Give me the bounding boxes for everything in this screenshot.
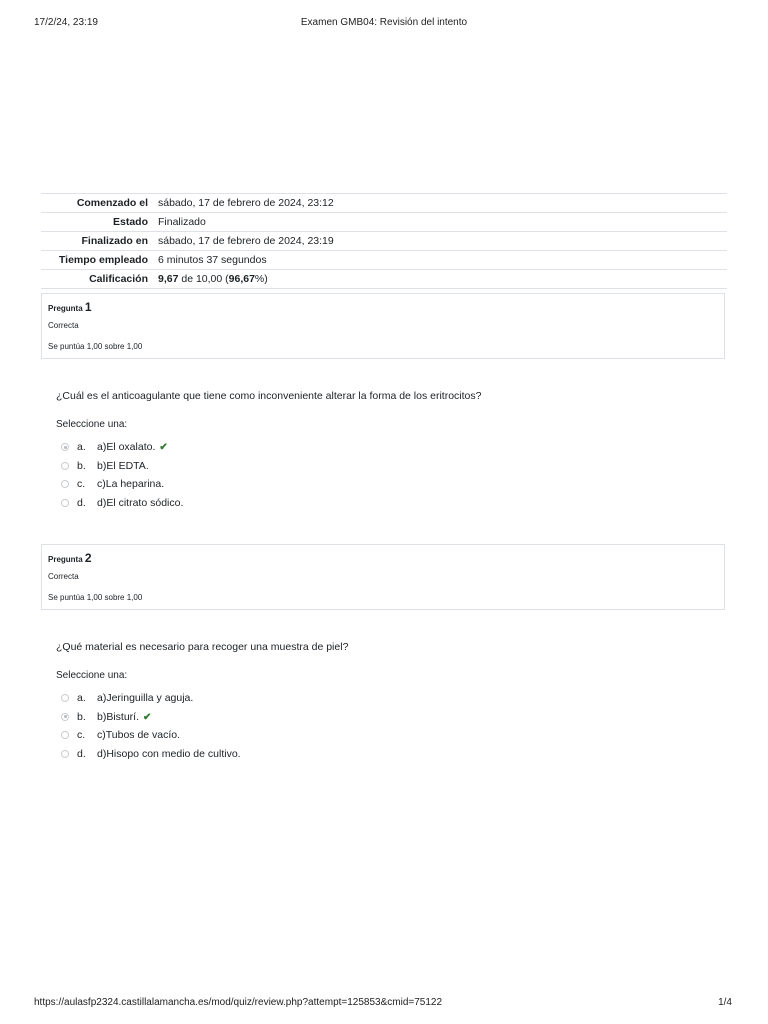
check-icon: ✔: [159, 442, 168, 453]
summary-row: [41, 270, 727, 289]
summary-label: Calificación: [89, 273, 148, 285]
answer-option[interactable]: [61, 745, 241, 764]
question-text: ¿Cuál es el anticoagulante que tiene como inconveniente alterar la forma de los eritrocitos?: [56, 390, 482, 402]
radio-button[interactable]: [61, 480, 69, 488]
summary-label: Finalizado en: [81, 235, 148, 247]
print-header: [34, 17, 734, 31]
answer-option[interactable]: [61, 494, 184, 513]
summary-row: [41, 232, 727, 251]
answer-label: b)Bisturí.: [97, 710, 140, 723]
question-info-2: [41, 544, 725, 610]
answer-option[interactable]: [61, 475, 165, 494]
answer-letter: a.: [77, 441, 86, 453]
answer-text: d)Hisopo con medio de cultivo.: [97, 747, 241, 760]
answer-label: a)El oxalato.: [97, 441, 156, 453]
question-grade: Se puntúa 1,00 sobre 1,00: [48, 342, 143, 351]
grade-end: %): [254, 273, 268, 285]
radio-button[interactable]: [61, 443, 69, 451]
summary-label: Comenzado el: [76, 197, 148, 209]
summary-label: Tiempo empleado: [58, 254, 148, 266]
question-grade: Se puntúa 1,00 sobre 1,00: [48, 593, 143, 602]
answer-option[interactable]: [61, 708, 152, 727]
answer-letter: d.: [77, 747, 86, 760]
summary-row: [41, 213, 727, 232]
answer-text: [97, 441, 168, 453]
page-url: https://aulasfp2324.castillalamancha.es/mod/quiz/review.php?attempt=125853&cmid=75122: [34, 997, 443, 1008]
grade-value: [154, 270, 727, 289]
question-state: Correcta: [48, 321, 79, 330]
answer-letter: c.: [77, 729, 86, 741]
answer-option[interactable]: [61, 689, 194, 708]
answer-letter: d.: [77, 496, 86, 509]
answer-text: d)El citrato sódico.: [97, 496, 184, 509]
question-label: Pregunta: [48, 304, 83, 313]
question-state: Correcta: [48, 572, 79, 581]
summary-row: [41, 251, 727, 270]
select-prompt: Seleccione una:: [56, 670, 128, 681]
answer-text: [97, 711, 151, 723]
summary-value: sábado, 17 de febrero de 2024, 23:12: [158, 197, 334, 209]
summary-value: sábado, 17 de febrero de 2024, 23:19: [158, 235, 334, 247]
radio-button[interactable]: [61, 694, 69, 702]
answer-letter: b.: [77, 710, 86, 723]
attempt-summary-table: [41, 193, 727, 289]
question-info-1: [41, 293, 725, 359]
select-prompt: Seleccione una:: [56, 419, 128, 430]
page-title: Examen GMB04: Revisión del intento: [300, 17, 468, 28]
question-text: ¿Qué material es necesario para recoger una muestra de piel?: [56, 641, 349, 653]
answer-text: c)La heparina.: [97, 478, 165, 490]
radio-button[interactable]: [61, 713, 69, 721]
summary-row: [41, 194, 727, 213]
grade-mid: de 10,00 (: [178, 273, 229, 285]
summary-label: Estado: [112, 216, 148, 228]
question-number: [48, 551, 92, 565]
summary-value: 6 minutos 37 segundos: [158, 254, 267, 266]
answer-list: [61, 438, 184, 512]
answer-text: c)Tubos de vacío.: [97, 729, 181, 741]
summary-value: Finalizado: [158, 216, 206, 228]
answer-letter: b.: [77, 459, 86, 472]
answer-text: b)El EDTA.: [97, 459, 149, 472]
print-date: 17/2/24, 23:19: [34, 17, 98, 28]
radio-button[interactable]: [61, 731, 69, 739]
grade-percent: 96,67: [228, 273, 255, 285]
question-num: 1: [84, 300, 92, 314]
answer-text: a)Jeringuilla y aguja.: [97, 692, 194, 704]
answer-list: [61, 689, 241, 763]
answer-letter: a.: [77, 692, 86, 704]
page-counter: 1/4: [718, 997, 732, 1008]
answer-option[interactable]: [61, 438, 168, 457]
question-number: [48, 300, 92, 314]
answer-letter: c.: [77, 478, 86, 490]
radio-button[interactable]: [61, 462, 69, 470]
answer-option[interactable]: [61, 726, 181, 745]
radio-button[interactable]: [61, 499, 69, 507]
question-num: 2: [84, 551, 92, 565]
radio-button[interactable]: [61, 750, 69, 758]
check-icon: ✔: [143, 711, 152, 723]
question-label: Pregunta: [48, 555, 83, 564]
print-footer: [34, 997, 734, 1011]
answer-option[interactable]: [61, 457, 149, 476]
grade-score: 9,67: [158, 273, 179, 285]
